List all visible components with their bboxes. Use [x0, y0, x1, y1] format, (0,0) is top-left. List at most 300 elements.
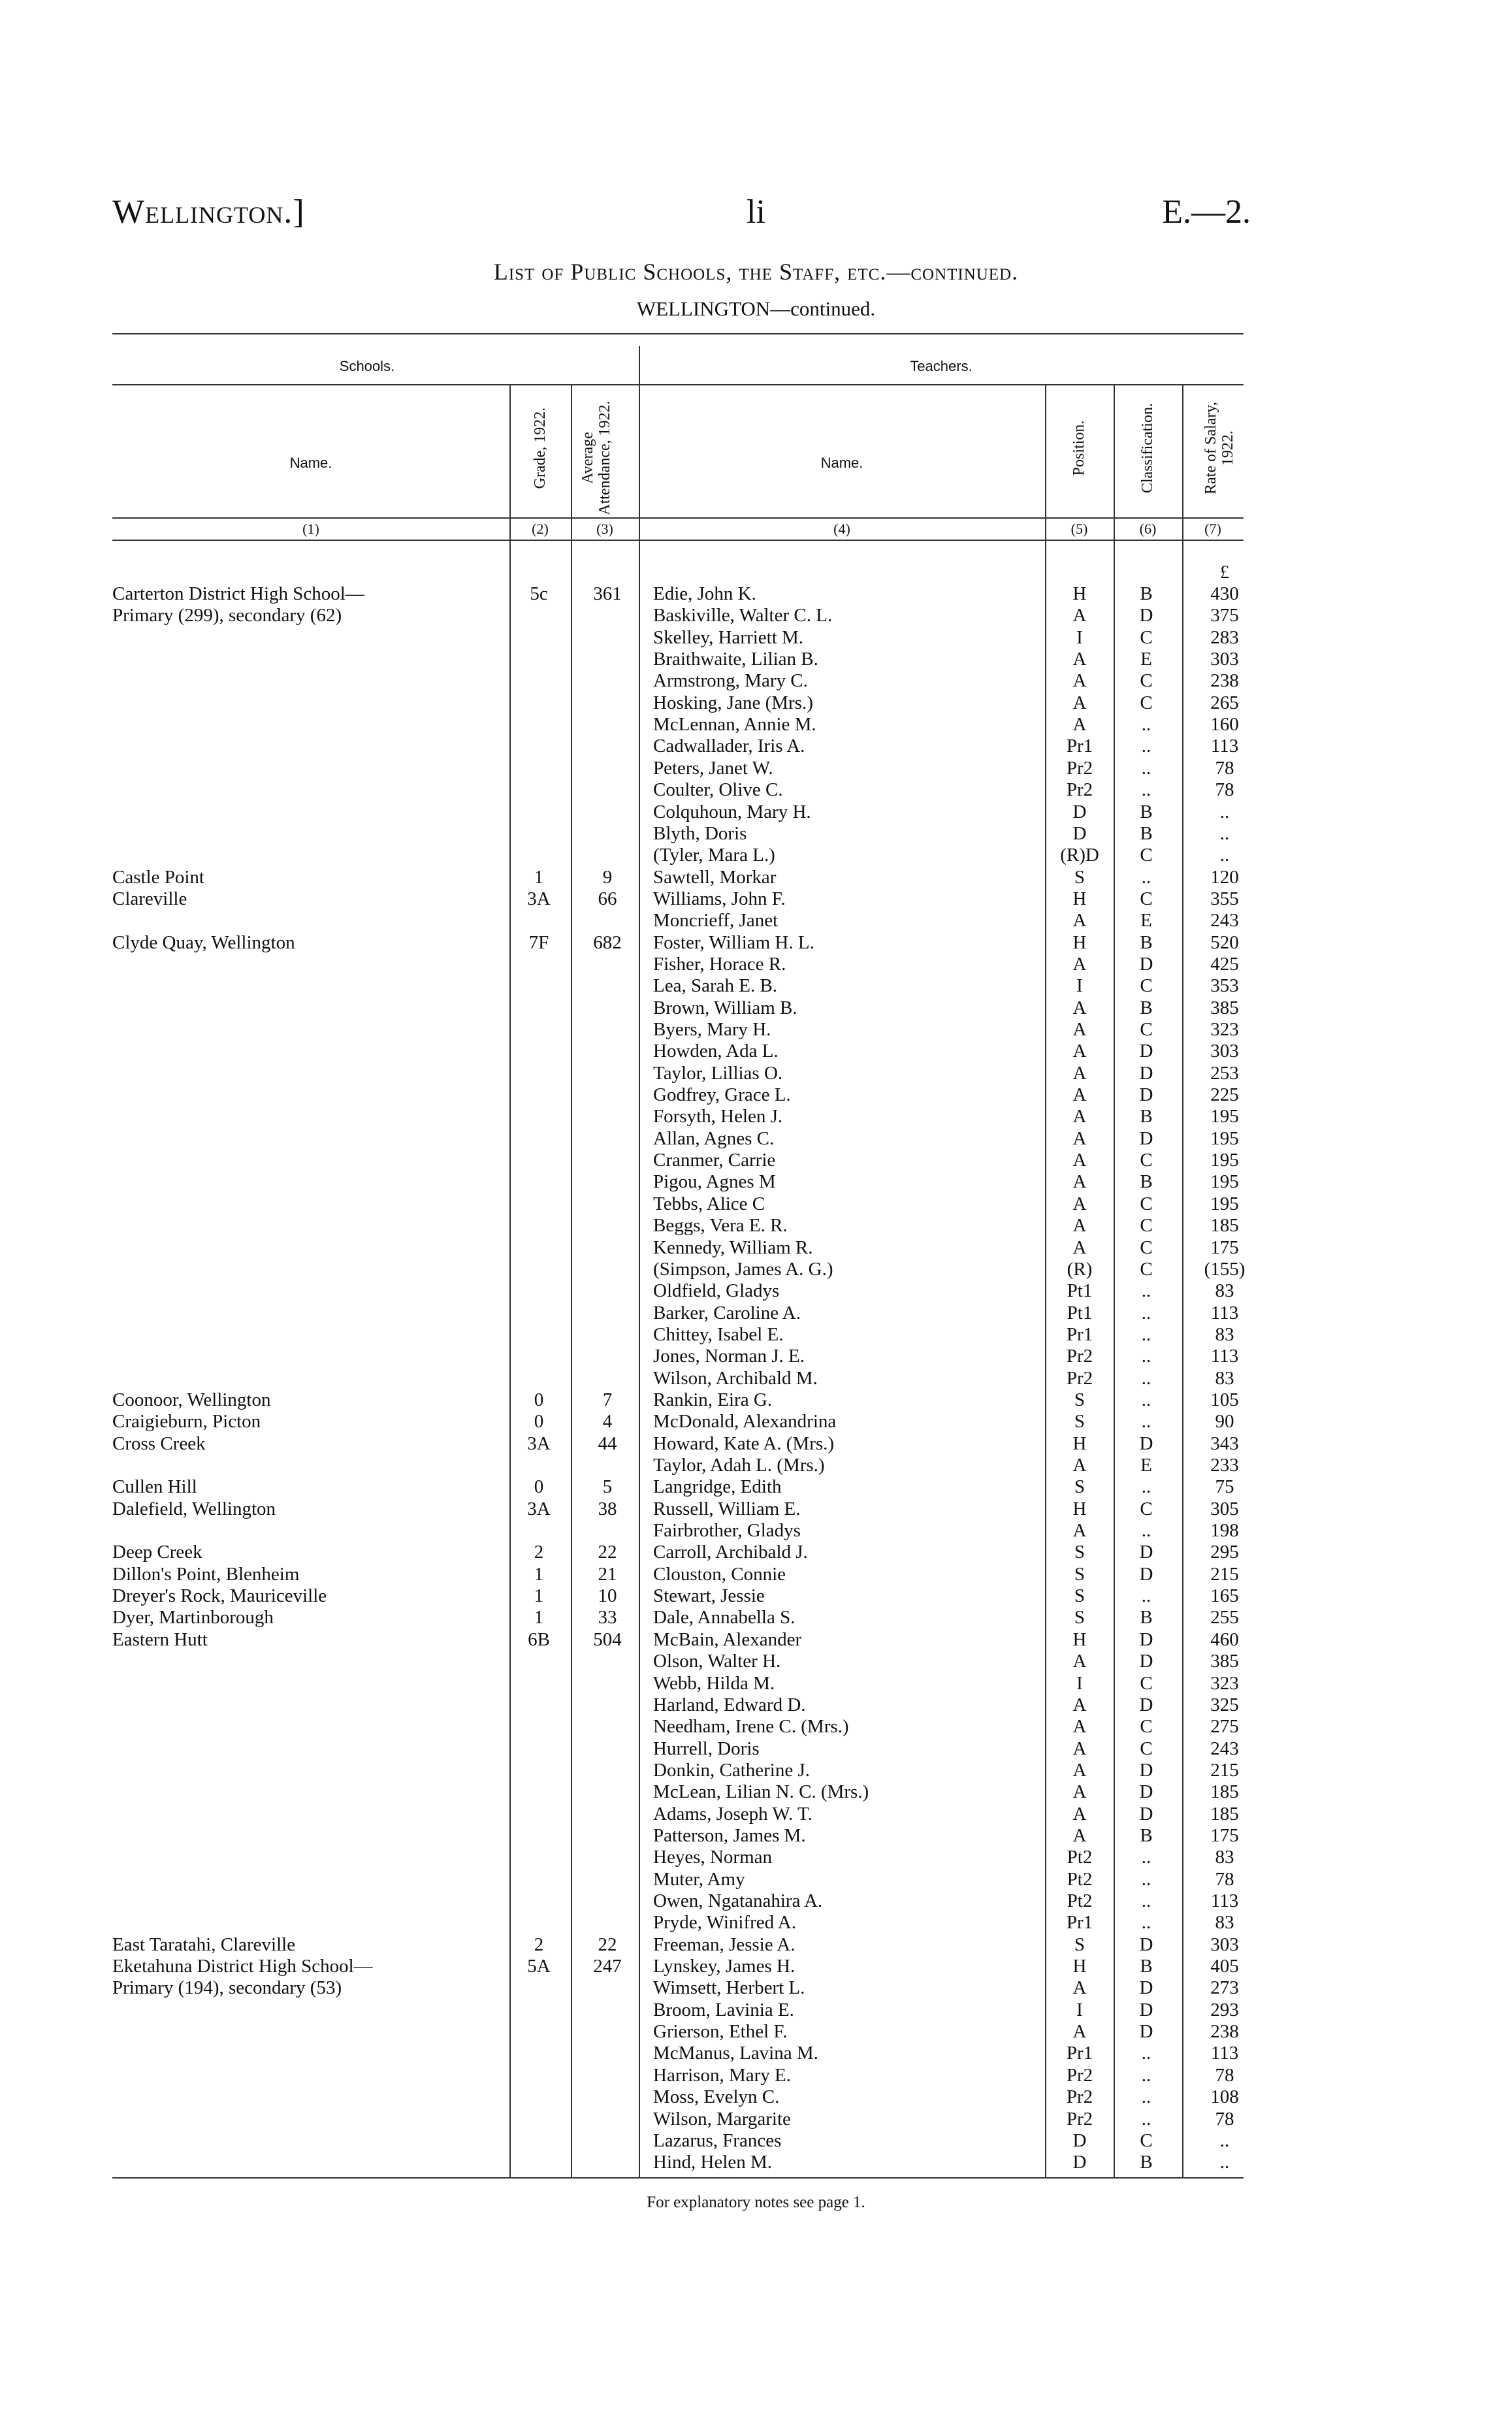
cell-sal: 83 — [1215, 1280, 1234, 1302]
cell-sal: 353 — [1210, 975, 1239, 997]
table-row — [0, 1520, 1512, 1542]
table-row — [0, 823, 1512, 845]
cell-pos: A — [1072, 1716, 1087, 1738]
col-number-1: (1) — [302, 521, 319, 537]
cell-pos: A — [1072, 2021, 1087, 2043]
cell-name: Langridge, Edith — [653, 1476, 782, 1498]
cell-school: Primary (299), secondary (62) — [112, 605, 342, 626]
cell-sal: 195 — [1210, 1127, 1239, 1149]
cell-name: Tebbs, Alice C — [653, 1193, 765, 1214]
cell-pos: A — [1072, 1127, 1087, 1149]
cell-cls: D — [1139, 605, 1153, 626]
cell-cls: B — [1140, 2152, 1153, 2173]
cell-pos: A — [1072, 1651, 1087, 1672]
cell-cls: D — [1139, 1563, 1153, 1585]
table-row — [0, 1498, 1512, 1520]
cell-school: Craigieburn, Picton — [112, 1411, 261, 1433]
cell-cls: .. — [1141, 1847, 1151, 1868]
cell-sal: 275 — [1210, 1716, 1239, 1738]
table-row — [0, 1781, 1512, 1803]
table-row — [0, 2000, 1512, 2021]
cell-school: Cullen Hill — [112, 1476, 197, 1498]
cell-sal: 105 — [1210, 1389, 1239, 1410]
cell-name: Colquhoun, Mary H. — [653, 801, 811, 822]
cell-name: Byers, Mary H. — [653, 1019, 771, 1040]
cell-pos: Pr2 — [1066, 1367, 1093, 1389]
table-row — [0, 975, 1512, 997]
cell-att: 247 — [593, 1956, 622, 1977]
table-row — [0, 1106, 1512, 1127]
col-number-4: (4) — [833, 521, 850, 537]
grade-heading: Grade, 1922. — [532, 407, 549, 489]
cell-cls: C — [1140, 1672, 1153, 1694]
table-row — [0, 714, 1512, 736]
table-row — [0, 1738, 1512, 1760]
cell-name: Hind, Helen M. — [653, 2152, 773, 2173]
table-row — [0, 954, 1512, 975]
cell-name: Williams, John F. — [653, 888, 786, 909]
cell-pos: A — [1072, 1738, 1087, 1759]
table-row — [0, 1804, 1512, 1825]
cell-grade: 3A — [527, 1433, 551, 1454]
schools-group-heading: Schools. — [339, 358, 395, 374]
cell-sal: 253 — [1210, 1062, 1239, 1084]
cell-cls: .. — [1141, 1389, 1151, 1410]
cell-sal: 185 — [1210, 1215, 1239, 1237]
cell-sal: 215 — [1210, 1759, 1239, 1781]
cell-pos: Pt2 — [1067, 1890, 1093, 1911]
cell-pos: (R)D — [1060, 845, 1099, 866]
cell-pos: S — [1074, 1585, 1086, 1607]
cell-sal: 233 — [1210, 1455, 1239, 1476]
rule-group — [112, 384, 1244, 385]
cell-sal: 83 — [1215, 1912, 1234, 1934]
cell-cls: B — [1140, 1171, 1153, 1193]
cell-pos: A — [1072, 1237, 1087, 1258]
rule-top — [112, 333, 1244, 334]
cell-cls: B — [1140, 1824, 1153, 1846]
cell-att: 10 — [598, 1585, 617, 1607]
table-row — [0, 1716, 1512, 1738]
table-row — [0, 605, 1512, 626]
cell-pos: A — [1072, 1455, 1087, 1476]
cell-name: Wilson, Archibald M. — [653, 1367, 818, 1389]
cell-pos: A — [1072, 670, 1087, 692]
cell-sal: 385 — [1210, 1651, 1239, 1672]
table-row — [0, 1411, 1512, 1433]
cell-sal: 83 — [1215, 1367, 1234, 1389]
cell-sal: 293 — [1210, 1999, 1239, 2020]
cell-cls: .. — [1141, 1890, 1151, 1911]
table-row — [0, 1303, 1512, 1324]
cell-pos: Pr2 — [1066, 757, 1093, 779]
cell-sal: 295 — [1210, 1542, 1239, 1563]
cell-name: Fairbrother, Gladys — [653, 1520, 801, 1542]
cell-name: Chittey, Isabel E. — [653, 1323, 784, 1345]
table-row — [0, 1629, 1512, 1651]
cell-name: Foster, William H. L. — [653, 932, 814, 953]
cell-pos: A — [1072, 605, 1087, 626]
teacher-name-heading: Name. — [820, 455, 863, 471]
cell-cls: B — [1140, 583, 1153, 604]
cell-pos: Pr1 — [1066, 2043, 1093, 2064]
cell-cls: C — [1140, 670, 1153, 692]
cell-pos: Pt2 — [1067, 1868, 1093, 1890]
cell-pos: Pr2 — [1066, 1346, 1093, 1367]
cell-pos: S — [1074, 1389, 1086, 1410]
cell-grade: 1 — [534, 1585, 544, 1607]
cell-pos: H — [1072, 1498, 1087, 1519]
cell-cls: C — [1140, 1498, 1153, 1519]
cell-pos: A — [1072, 649, 1087, 670]
cell-sal: 425 — [1210, 953, 1239, 975]
position-heading: Position. — [1070, 420, 1087, 476]
cell-sal: 255 — [1210, 1607, 1239, 1628]
cell-sal: 113 — [1210, 1302, 1239, 1323]
cell-sal: 460 — [1210, 1628, 1239, 1650]
table-row — [0, 1956, 1512, 1977]
table-row — [0, 802, 1512, 823]
cell-cls: .. — [1141, 1302, 1151, 1323]
cell-cls: C — [1140, 888, 1153, 909]
cell-sal: 405 — [1210, 1956, 1239, 1977]
table-row — [0, 1433, 1512, 1455]
table-row — [0, 1542, 1512, 1563]
cell-sal: 355 — [1210, 888, 1239, 909]
cell-pos: D — [1072, 822, 1087, 844]
table-row — [0, 1041, 1512, 1062]
cell-sal: 195 — [1210, 1150, 1239, 1171]
cell-name: Edie, John K. — [653, 583, 756, 604]
cell-sal: 90 — [1215, 1411, 1234, 1433]
cell-sal: 195 — [1210, 1171, 1239, 1193]
cell-cls: B — [1140, 801, 1153, 822]
cell-sal: 78 — [1215, 757, 1234, 779]
cell-cls: B — [1140, 997, 1153, 1018]
cell-sal: 283 — [1210, 626, 1239, 648]
cell-sal: .. — [1219, 822, 1230, 844]
col-number-7: (7) — [1204, 521, 1221, 537]
table-row — [0, 779, 1512, 801]
cell-pos: D — [1072, 801, 1087, 822]
cell-pos: Pr2 — [1066, 2086, 1093, 2108]
cell-cls: D — [1139, 1759, 1153, 1781]
cell-pos: Pr1 — [1066, 736, 1093, 757]
cell-cls: C — [1140, 1215, 1153, 1237]
cell-cls: .. — [1141, 2043, 1151, 2064]
cell-sal: 430 — [1210, 583, 1239, 604]
table-row — [0, 1912, 1512, 1934]
cell-grade: 1 — [534, 1563, 544, 1585]
cell-cls: D — [1139, 953, 1153, 975]
cell-name: Harrison, Mary E. — [653, 2064, 792, 2086]
cell-pos: H — [1072, 932, 1087, 953]
cell-name: Jones, Norman J. E. — [653, 1346, 805, 1367]
cell-cls: .. — [1141, 1367, 1151, 1389]
cell-school: Coonoor, Wellington — [112, 1389, 271, 1410]
table-row — [0, 1585, 1512, 1607]
cell-sal: 520 — [1210, 932, 1239, 953]
cell-cls: D — [1139, 1433, 1153, 1454]
table-row — [0, 1259, 1512, 1280]
cell-sal: 120 — [1210, 866, 1239, 888]
cell-cls: B — [1140, 1607, 1153, 1628]
cell-pos: I — [1076, 1672, 1083, 1694]
cell-name: Stewart, Jessie — [653, 1585, 765, 1607]
cell-sal: 78 — [1215, 2108, 1234, 2130]
table-row — [0, 1280, 1512, 1302]
cell-sal: 195 — [1210, 1193, 1239, 1214]
cell-pos: A — [1072, 1019, 1087, 1040]
cell-pos: D — [1072, 2130, 1087, 2151]
cell-cls: E — [1140, 1455, 1152, 1476]
cell-pos: S — [1074, 1542, 1086, 1563]
cell-cls: C — [1140, 1193, 1153, 1214]
cell-pos: H — [1072, 583, 1087, 604]
cell-pos: H — [1072, 888, 1087, 909]
cell-name: Needham, Irene C. (Mrs.) — [653, 1716, 849, 1738]
cell-name: Howard, Kate A. (Mrs.) — [653, 1433, 835, 1454]
cell-att: 66 — [598, 888, 617, 909]
cell-school: Dreyer's Rock, Mauriceville — [112, 1585, 327, 1607]
table-row — [0, 649, 1512, 670]
cell-cls: B — [1140, 932, 1153, 953]
cell-grade: 1 — [534, 866, 544, 888]
cell-cls: .. — [1141, 1868, 1151, 1890]
cell-cls: C — [1140, 1716, 1153, 1738]
table-row — [0, 1171, 1512, 1193]
cell-grade: 5c — [530, 583, 548, 604]
cell-school: Clareville — [112, 888, 187, 909]
cell-name: Pryde, Winifred A. — [653, 1912, 796, 1934]
cell-sal: 243 — [1210, 1738, 1239, 1759]
cell-school: Dalefield, Wellington — [112, 1498, 276, 1519]
col-number-3: (3) — [596, 521, 613, 537]
cell-cls: C — [1140, 1019, 1153, 1040]
cell-school: Primary (194), secondary (53) — [112, 1977, 342, 1999]
currency-symbol: £ — [1219, 562, 1230, 583]
cell-sal: 78 — [1215, 779, 1234, 801]
cell-cls: .. — [1141, 757, 1151, 779]
cell-name: Muter, Amy — [653, 1868, 745, 1890]
table-row — [0, 2043, 1512, 2064]
cell-name: Taylor, Lillias O. — [653, 1062, 783, 1084]
cell-cls: D — [1139, 1999, 1153, 2020]
cell-pos: A — [1072, 953, 1087, 975]
cell-att: 22 — [598, 1934, 617, 1955]
cell-att: 22 — [598, 1542, 617, 1563]
cell-pos: A — [1072, 1803, 1087, 1824]
cell-att: 38 — [598, 1498, 617, 1519]
cell-att: 361 — [593, 583, 622, 604]
cell-name: Brown, William B. — [653, 997, 797, 1018]
cell-school: Cross Creek — [112, 1433, 206, 1454]
table-row — [0, 845, 1512, 866]
cell-grade: 6B — [528, 1628, 550, 1650]
cell-pos: H — [1072, 1956, 1087, 1977]
cell-name: Dale, Annabella S. — [653, 1607, 796, 1628]
cell-pos: H — [1072, 1433, 1087, 1454]
cell-pos: Pt1 — [1067, 1280, 1093, 1302]
cell-cls: D — [1139, 1651, 1153, 1672]
cell-name: Hosking, Jane (Mrs.) — [653, 692, 813, 713]
cell-sal: 215 — [1210, 1563, 1239, 1585]
cell-name: Wilson, Margarite — [653, 2108, 791, 2130]
table-row — [0, 2109, 1512, 2130]
table-row — [0, 1389, 1512, 1411]
cell-att: 504 — [593, 1628, 622, 1650]
cell-sal: 265 — [1210, 692, 1239, 713]
cell-school: Dyer, Martinborough — [112, 1607, 274, 1628]
cell-cls: .. — [1141, 714, 1151, 736]
cell-sal: 75 — [1215, 1476, 1234, 1498]
cell-sal: 323 — [1210, 1672, 1239, 1694]
cell-sal: 195 — [1210, 1106, 1239, 1127]
cell-name: Beggs, Vera E. R. — [653, 1215, 788, 1237]
cell-sal: 325 — [1210, 1694, 1239, 1715]
cell-school: Carterton District High School— — [112, 583, 364, 604]
cell-grade: 2 — [534, 1934, 544, 1955]
cell-pos: S — [1074, 1476, 1086, 1498]
cell-sal: 238 — [1210, 670, 1239, 692]
table-row — [0, 1651, 1512, 1672]
cell-pos: A — [1072, 1106, 1087, 1127]
cell-cls: D — [1139, 1062, 1153, 1084]
cell-grade: 0 — [534, 1476, 544, 1498]
cell-name: McManus, Lavina M. — [653, 2043, 818, 2064]
cell-name: Pigou, Agnes M — [653, 1171, 776, 1193]
table-row — [0, 627, 1512, 649]
cell-cls: B — [1140, 822, 1153, 844]
cell-name: Moss, Evelyn C. — [653, 2086, 780, 2108]
table-row — [0, 583, 1512, 605]
cell-pos: A — [1072, 1520, 1087, 1542]
cell-name: Webb, Hilda M. — [653, 1672, 775, 1694]
cell-name: Adams, Joseph W. T. — [653, 1803, 812, 1824]
cell-pos: Pr1 — [1066, 1323, 1093, 1345]
cell-sal: 175 — [1210, 1237, 1239, 1258]
cell-pos: A — [1072, 714, 1087, 736]
cell-cls: D — [1139, 1934, 1153, 1955]
cell-name: Broom, Lavinia E. — [653, 1999, 794, 2020]
table-row — [0, 2086, 1512, 2108]
cell-att: 21 — [598, 1563, 617, 1585]
cell-sal: 273 — [1210, 1977, 1239, 1999]
cell-pos: A — [1072, 692, 1087, 713]
cell-school: East Taratahi, Clareville — [112, 1934, 296, 1955]
cell-cls: C — [1140, 975, 1153, 997]
cell-sal: 175 — [1210, 1824, 1239, 1846]
cell-name: McLean, Lilian N. C. (Mrs.) — [653, 1781, 869, 1803]
cell-cls: E — [1140, 649, 1152, 670]
cell-pos: Pr2 — [1066, 2064, 1093, 2086]
cell-pos: S — [1074, 1411, 1086, 1433]
cell-pos: A — [1072, 1759, 1087, 1781]
cell-pos: A — [1072, 1041, 1087, 1062]
cell-sal: 375 — [1210, 605, 1239, 626]
table-row — [0, 1128, 1512, 1150]
cell-sal: 323 — [1210, 1019, 1239, 1040]
cell-name: Taylor, Adah L. (Mrs.) — [653, 1455, 825, 1476]
table-row — [0, 1193, 1512, 1215]
col-number-2: (2) — [532, 521, 549, 537]
table-row — [0, 2152, 1512, 2173]
cell-pos: D — [1072, 2152, 1087, 2173]
cell-name: Allan, Agnes C. — [653, 1127, 775, 1149]
cell-cls: C — [1140, 1738, 1153, 1759]
cell-name: Howden, Ada L. — [653, 1041, 779, 1062]
cell-cls: D — [1139, 1542, 1153, 1563]
cell-name: Harland, Edward D. — [653, 1694, 806, 1715]
table-row — [0, 1607, 1512, 1628]
cell-pos: Pr2 — [1066, 779, 1093, 801]
table-row — [0, 1215, 1512, 1237]
attendance-heading: Average Attendance, 1922. — [579, 400, 613, 515]
cell-sal: 303 — [1210, 1934, 1239, 1955]
running-header-left: Wellington.] — [112, 193, 305, 231]
cell-sal: .. — [1219, 801, 1230, 822]
cell-pos: Pt1 — [1067, 1302, 1093, 1323]
cell-pos: A — [1072, 997, 1087, 1018]
cell-cls: .. — [1141, 1912, 1151, 1934]
cell-pos: Pr1 — [1066, 1912, 1093, 1934]
cell-pos: H — [1072, 1628, 1087, 1650]
cell-sal: 83 — [1215, 1323, 1234, 1345]
cell-name: Heyes, Norman — [653, 1847, 773, 1868]
cell-cls: .. — [1141, 2064, 1151, 2086]
cell-name: McBain, Alexander — [653, 1628, 802, 1650]
cell-cls: .. — [1141, 1323, 1151, 1345]
table-row — [0, 910, 1512, 932]
cell-pos: A — [1072, 1977, 1087, 1999]
cell-pos: A — [1072, 1150, 1087, 1171]
cell-cls: D — [1139, 1084, 1153, 1106]
table-row — [0, 758, 1512, 779]
cell-cls: D — [1139, 1041, 1153, 1062]
cell-sal: 385 — [1210, 997, 1239, 1018]
rule-header-bottom — [112, 540, 1244, 541]
cell-name: Fisher, Horace R. — [653, 953, 786, 975]
table-row — [0, 1977, 1512, 1999]
school-name-heading: Name. — [289, 455, 332, 471]
cell-cls: .. — [1141, 1280, 1151, 1302]
cell-cls: C — [1140, 692, 1153, 713]
cell-school: Castle Point — [112, 866, 204, 888]
cell-cls: D — [1139, 1628, 1153, 1650]
cell-cls: D — [1139, 1694, 1153, 1715]
cell-grade: 5A — [527, 1956, 551, 1977]
cell-sal: 185 — [1210, 1781, 1239, 1803]
table-row — [0, 932, 1512, 954]
cell-pos: A — [1072, 1781, 1087, 1803]
report-code: E.—2. — [1162, 193, 1251, 231]
cell-att: 682 — [593, 932, 622, 953]
cell-cls: .. — [1141, 2108, 1151, 2130]
cell-sal: 160 — [1210, 714, 1239, 736]
cell-pos: I — [1076, 975, 1083, 997]
cell-name: Russell, William E. — [653, 1498, 801, 1519]
cell-school: Eketahuna District High School— — [112, 1956, 373, 1977]
cell-cls: D — [1139, 1803, 1153, 1824]
cell-grade: 7F — [528, 932, 549, 953]
district-subtitle: WELLINGTON—continued. — [636, 297, 876, 320]
table-row — [0, 1346, 1512, 1367]
table-row — [0, 1890, 1512, 1912]
cell-name: Cranmer, Carrie — [653, 1150, 776, 1171]
table-row — [0, 1368, 1512, 1389]
cell-pos: Pr2 — [1066, 2108, 1093, 2130]
cell-sal: .. — [1219, 2152, 1230, 2173]
